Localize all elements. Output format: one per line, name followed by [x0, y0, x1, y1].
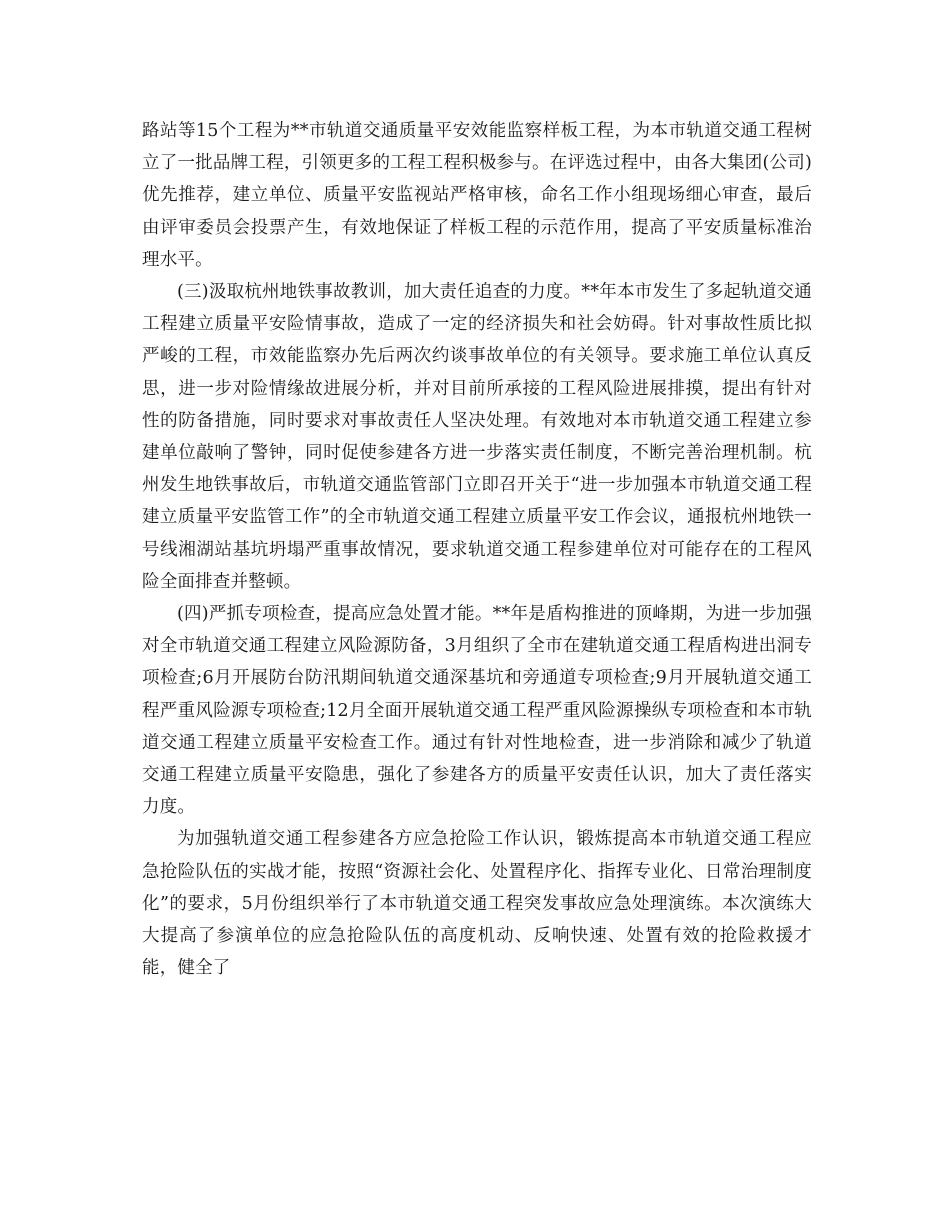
paragraph-continuation: 路站等15个工程为**市轨道交通质量平安效能监察样板工程，为本市轨道交通工程树立了一批品牌工程，引领更多的工程工程积极参与。在评选过程中，由各大集团(公司)优先推荐，建立单位、质量平安监视站严格审核，命名工作小组现场细心审查，最后由评审委员会投票产生，有效地保证了样板工程的示范作用，提高了平安质量标准治理水平。 [142, 121, 812, 270]
document-body [142, 115, 812, 984]
paragraph-emergency-drill: 为加强轨道交通工程参建各方应急抢险工作认识，锻炼提高本市轨道交通工程应急抢险队伍的实战才能，按照“资源社会化、处置程序化、指挥专业化、日常治理制度化”的要求，5月份组织举行了本市轨道交通工程突发事故应急处理演练。本次演练大大提高了参演单位的应急抢险队伍的高度机动、反响快速、处置有效的抢险救援才能，健全了 [142, 829, 812, 979]
paragraph-section-4: (四)严抓专项检查，提高应急处置才能。**年是盾构推进的顶峰期，为进一步加强对全市轨道交通工程建立风险源防备，3月组织了全市在建轨道交通工程盾构进出洞专项检查;6月开展防台防汛期间轨道交通深基坑和旁通道专项检查;9月开展轨道交通工程严重风险源专项检查;12月全面开展轨道交通工程严重风险源操纵专项检查和本市轨道交通工程建立质量平安检查工作。通过有针对性地检查，进一步消除和减少了轨道交通工程建立质量平安隐患，强化了参建各方的质量平安责任认识，加大了责任落实力度。 [142, 604, 812, 818]
paragraph-section-3: (三)汲取杭州地铁事故教训，加大责任追查的力度。**年本市发生了多起轨道交通工程建立质量平安险情事故，造成了一定的经济损失和社会妨碍。针对事故性质比拟严峻的工程，市效能监察办先后两次约谈事故单位的有关领导。要求施工单位认真反思，进一步对险情缘故进展分析，并对目前所承接的工程风险进展排摸，提出有针对性的防备措施，同时要求对事故责任人坚决处理。有效地对本市轨道交通工程建立参建单位敲响了警钟，同时促使参建各方进一步落实责任制度，不断完善治理机制。杭州发生地铁事故后，市轨道交通监管部门立即召开关于“进一步加强本市轨道交通工程建立质量平安监管工作”的全市轨道交通工程建立质量平安工作会议，通报杭州地铁一号线湘湖站基坑坍塌严重事故情况，要求轨道交通工程参建单位对可能存在的工程风险全面排查并整顿。 [142, 282, 812, 592]
